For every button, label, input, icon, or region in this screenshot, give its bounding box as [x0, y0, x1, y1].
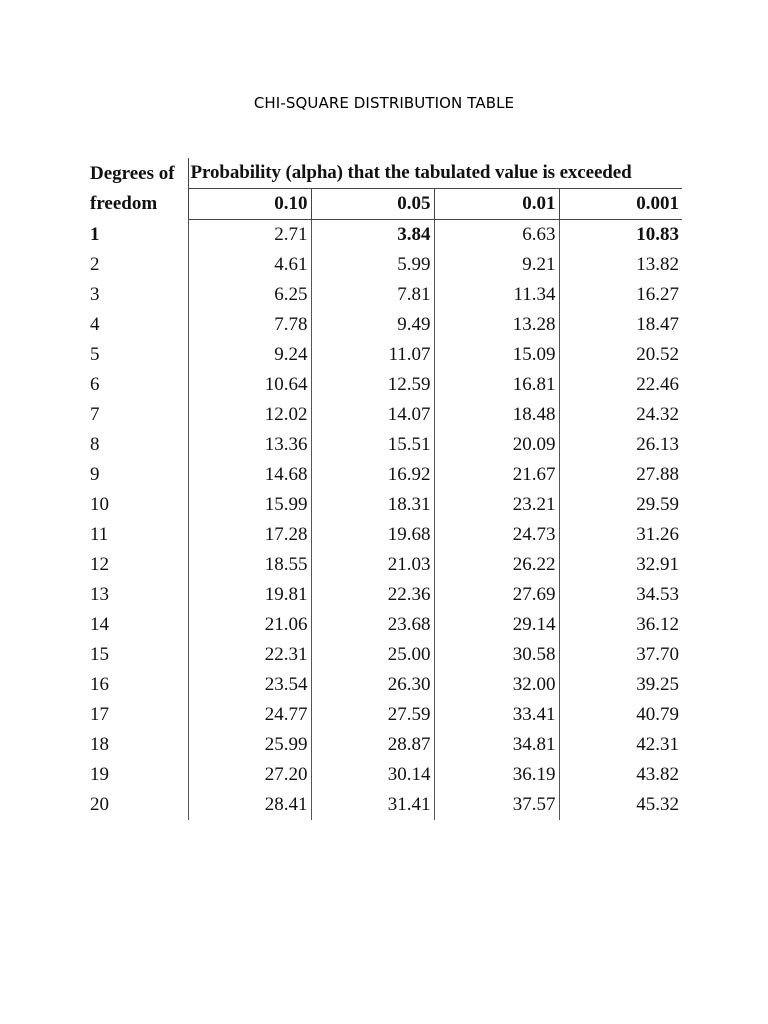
- critical-value-cell: 27.59: [311, 700, 434, 730]
- degrees-of-freedom-cell: 7: [90, 404, 100, 425]
- critical-value-cell: 37.70: [559, 640, 682, 670]
- degrees-of-freedom-cell: 19: [90, 764, 109, 785]
- critical-value-cell: 16.27: [559, 280, 682, 310]
- critical-value-cell: 5.99: [311, 250, 434, 280]
- table-header-row-alpha: [90, 189, 682, 220]
- critical-value-cell: 17.28: [188, 520, 311, 550]
- table-row: [90, 430, 682, 460]
- page-title: CHI-SQUARE DISTRIBUTION TABLE: [253, 94, 515, 112]
- degrees-of-freedom-cell: 10: [90, 494, 109, 515]
- critical-value-cell: 18.47: [559, 310, 682, 340]
- critical-value-cell: 10.64: [188, 370, 311, 400]
- critical-value-cell: 36.19: [434, 760, 559, 790]
- degrees-of-freedom-cell: 8: [90, 434, 100, 455]
- critical-value-cell: 26.13: [559, 430, 682, 460]
- critical-value-cell: 39.25: [559, 670, 682, 700]
- alpha-header-0-05: 0.05: [311, 189, 434, 220]
- critical-value-cell: 18.48: [434, 400, 559, 430]
- critical-value-cell: 30.58: [434, 640, 559, 670]
- critical-value-cell: 24.32: [559, 400, 682, 430]
- critical-value-cell: 27.88: [559, 460, 682, 490]
- critical-value-cell: 40.79: [559, 700, 682, 730]
- degrees-of-freedom-cell: 15: [90, 644, 109, 665]
- degrees-of-freedom-cell: 16: [90, 674, 109, 695]
- critical-value-cell: 15.09: [434, 340, 559, 370]
- critical-value-cell: 31.41: [311, 790, 434, 820]
- critical-value-cell: 25.99: [188, 730, 311, 760]
- degrees-of-freedom-cell: 9: [90, 464, 100, 485]
- alpha-header-0-001: 0.001: [559, 189, 682, 220]
- critical-value-cell: 20.09: [434, 430, 559, 460]
- table-row: [90, 520, 682, 550]
- degrees-of-freedom-cell: 2: [90, 254, 100, 275]
- critical-value-cell: 37.57: [434, 790, 559, 820]
- degrees-of-freedom-cell: 17: [90, 704, 109, 725]
- critical-value-cell: 14.07: [311, 400, 434, 430]
- table-row: [90, 760, 682, 790]
- degrees-of-freedom-cell: 5: [90, 344, 100, 365]
- critical-value-cell: 42.31: [559, 730, 682, 760]
- critical-value-cell: 9.49: [311, 310, 434, 340]
- critical-value-cell: 14.68: [188, 460, 311, 490]
- chi-square-table: [90, 158, 682, 820]
- critical-value-cell: 21.06: [188, 610, 311, 640]
- critical-value-cell: 34.81: [434, 730, 559, 760]
- dof-header-line2: freedom: [90, 193, 158, 214]
- critical-value-cell: 6.63: [434, 220, 559, 251]
- probability-header: Probability (alpha) that the tabulated value is exceeded: [188, 158, 682, 189]
- critical-value-cell: 13.36: [188, 430, 311, 460]
- critical-value-cell: 9.21: [434, 250, 559, 280]
- table-row: [90, 220, 682, 251]
- critical-value-cell: 23.54: [188, 670, 311, 700]
- critical-value-cell: 13.82: [559, 250, 682, 280]
- critical-value-cell: 16.81: [434, 370, 559, 400]
- critical-value-cell: 22.46: [559, 370, 682, 400]
- critical-value-cell: 11.07: [311, 340, 434, 370]
- critical-value-cell: 23.21: [434, 490, 559, 520]
- table-row: [90, 550, 682, 580]
- critical-value-cell: 22.31: [188, 640, 311, 670]
- critical-value-cell: 10.83: [559, 220, 682, 251]
- critical-value-cell: 36.12: [559, 610, 682, 640]
- degrees-of-freedom-cell: 6: [90, 374, 100, 395]
- critical-value-cell: 21.67: [434, 460, 559, 490]
- chi-square-table-container: [90, 158, 682, 820]
- critical-value-cell: 26.30: [311, 670, 434, 700]
- critical-value-cell: 22.36: [311, 580, 434, 610]
- critical-value-cell: 32.91: [559, 550, 682, 580]
- alpha-header-0-01: 0.01: [434, 189, 559, 220]
- critical-value-cell: 29.59: [559, 490, 682, 520]
- critical-value-cell: 15.51: [311, 430, 434, 460]
- critical-value-cell: 23.68: [311, 610, 434, 640]
- degrees-of-freedom-cell: 18: [90, 734, 109, 755]
- critical-value-cell: 3.84: [311, 220, 434, 251]
- critical-value-cell: 32.00: [434, 670, 559, 700]
- critical-value-cell: 18.31: [311, 490, 434, 520]
- table-row: [90, 790, 682, 820]
- table-row: [90, 400, 682, 430]
- degrees-of-freedom-cell: 12: [90, 554, 109, 575]
- degrees-of-freedom-cell: 11: [90, 524, 109, 545]
- critical-value-cell: 26.22: [434, 550, 559, 580]
- table-row: [90, 490, 682, 520]
- dof-header-line1: Degrees of: [90, 162, 175, 184]
- table-row: [90, 280, 682, 310]
- table-row: [90, 370, 682, 400]
- critical-value-cell: 27.69: [434, 580, 559, 610]
- critical-value-cell: 11.34: [434, 280, 559, 310]
- critical-value-cell: 4.61: [188, 250, 311, 280]
- table-row: [90, 700, 682, 730]
- critical-value-cell: 18.55: [188, 550, 311, 580]
- table-row: [90, 610, 682, 640]
- critical-value-cell: 28.41: [188, 790, 311, 820]
- critical-value-cell: 2.71: [188, 220, 311, 251]
- degrees-of-freedom-cell: 13: [90, 584, 109, 605]
- critical-value-cell: 20.52: [559, 340, 682, 370]
- table-header-row-top: [90, 158, 682, 189]
- table-row: [90, 670, 682, 700]
- critical-value-cell: 13.28: [434, 310, 559, 340]
- critical-value-cell: 24.77: [188, 700, 311, 730]
- critical-value-cell: 24.73: [434, 520, 559, 550]
- critical-value-cell: 45.32: [559, 790, 682, 820]
- critical-value-cell: 15.99: [188, 490, 311, 520]
- critical-value-cell: 19.68: [311, 520, 434, 550]
- critical-value-cell: 16.92: [311, 460, 434, 490]
- table-row: [90, 250, 682, 280]
- critical-value-cell: 12.02: [188, 400, 311, 430]
- degrees-of-freedom-cell: 1: [90, 223, 100, 245]
- critical-value-cell: 30.14: [311, 760, 434, 790]
- critical-value-cell: 34.53: [559, 580, 682, 610]
- degrees-of-freedom-cell: 20: [90, 794, 109, 815]
- critical-value-cell: 31.26: [559, 520, 682, 550]
- table-row: [90, 310, 682, 340]
- degrees-of-freedom-cell: 4: [90, 314, 100, 335]
- critical-value-cell: 29.14: [434, 610, 559, 640]
- critical-value-cell: 6.25: [188, 280, 311, 310]
- critical-value-cell: 27.20: [188, 760, 311, 790]
- table-row: [90, 730, 682, 760]
- critical-value-cell: 12.59: [311, 370, 434, 400]
- table-body: [90, 220, 682, 821]
- table-row: [90, 460, 682, 490]
- critical-value-cell: 7.81: [311, 280, 434, 310]
- critical-value-cell: 21.03: [311, 550, 434, 580]
- critical-value-cell: 25.00: [311, 640, 434, 670]
- critical-value-cell: 7.78: [188, 310, 311, 340]
- critical-value-cell: 33.41: [434, 700, 559, 730]
- critical-value-cell: 43.82: [559, 760, 682, 790]
- critical-value-cell: 28.87: [311, 730, 434, 760]
- degrees-of-freedom-cell: 14: [90, 614, 109, 635]
- table-row: [90, 340, 682, 370]
- table-row: [90, 640, 682, 670]
- alpha-header-0-10: 0.10: [188, 189, 311, 220]
- table-row: [90, 580, 682, 610]
- critical-value-cell: 9.24: [188, 340, 311, 370]
- critical-value-cell: 19.81: [188, 580, 311, 610]
- degrees-of-freedom-cell: 3: [90, 284, 100, 305]
